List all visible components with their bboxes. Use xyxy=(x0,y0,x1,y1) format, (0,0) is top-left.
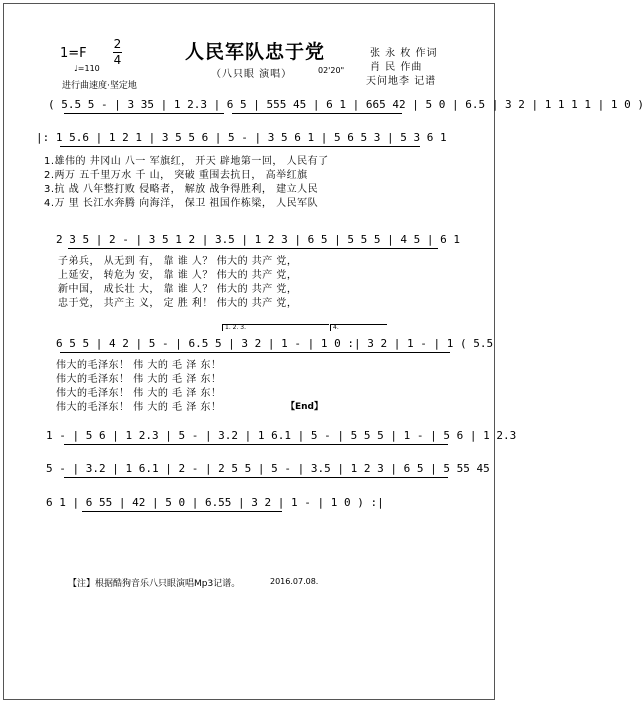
verse-2-lyrics: 2.两万 五千里万水 千 山， 突破 重围去抗日， 高举红旗 xyxy=(44,170,308,181)
verse-2-lyrics-3: 伟大的毛泽东！ 伟 大的 毛 泽 东！ xyxy=(56,374,222,385)
verse-1-lyrics-2: 子弟兵， 从无到 有， 靠 谁 人？ 伟大的 共产 党， xyxy=(58,256,298,267)
volta-first-ending: 1. 2. 3. xyxy=(222,324,329,331)
song-title: 人民军队忠于党 xyxy=(185,41,326,63)
verse-1-lyrics: 1.雄伟的 井冈山 八一 军旗红， 开天 辟地第一回， 人民有了 xyxy=(44,156,329,167)
verse-4-lyrics-3: 伟大的毛泽东！ 伟 大的 毛 泽 东！ xyxy=(56,402,222,413)
verse-3-lyrics-3: 伟大的毛泽东！ 伟 大的 毛 泽 东！ xyxy=(56,388,222,399)
verse-3-lyrics-2: 新中国， 成长壮 大， 靠 谁 人？ 伟大的 共产 党， xyxy=(58,284,298,295)
volta-second-ending: 4. xyxy=(330,324,387,331)
performer-subtitle: （八只眼 演唱） xyxy=(211,69,293,80)
verse-4-lyrics-2: 忠于党， 共产主 义， 定 胜 利！ 伟大的 共产 党， xyxy=(58,298,298,309)
meter-bottom: 4 xyxy=(113,53,122,67)
key-signature: 1=F xyxy=(60,46,87,61)
verse-2-lyrics-2: 上延安， 转危为 安， 靠 谁 人？ 伟大的 共产 党， xyxy=(58,270,298,281)
transcription-date: 2016.07.08. xyxy=(270,577,319,586)
verse-3-lyrics: 3.抗 战 八年整打败 侵略者， 解放 战争得胜利， 建立人民 xyxy=(44,184,319,195)
time-signature xyxy=(113,38,122,67)
transcriber-credit: 天问地李 记谱 xyxy=(366,76,437,87)
tempo-mark: ♩=110 xyxy=(74,64,100,73)
melody-line-5: 5 - | 3.2 | 1 6.1 | 2 - | 2 5 5 | 5 - | 3.5 | 1 2 3 | 6 5 | 5 55 45 xyxy=(46,462,490,475)
melody-line-2: 2 3 5 | 2 - | 3 5 1 2 | 3.5 | 1 2 3 | 6 5 | 5 5 5 | 4 5 | 6 1 xyxy=(56,233,460,246)
verse-1-lyrics-3: 伟大的毛泽东！ 伟 大的 毛 泽 东！ xyxy=(56,360,222,371)
transcription-note: 【注】根据酷狗音乐八只眼演唱Mp3记谱。 xyxy=(68,579,241,589)
verse-4-lyrics: 4.万 里 长江水奔腾 向海洋， 保卫 祖国作栋梁， 人民军队 xyxy=(44,198,319,209)
melody-line-3: 6 5 5 | 4 2 | 5 - | 6.5 5 | 3 2 | 1 - | 1 0 :| 3 2 | 1 - | 1 ( 5.5 xyxy=(56,337,494,350)
tempo-description: 进行曲速度·坚定地 xyxy=(62,81,137,91)
intro-notation: ( 5.5 5 - | 3 35 | 1 2.3 | 6 5 | 555 45 | 6 1 | 665 42 | 5 0 | 6.5 | 3 2 | 1 1 1 1 | 1 0 ) xyxy=(48,98,644,111)
composer-credit: 肖 民 作曲 xyxy=(370,62,423,73)
song-duration: 02'20" xyxy=(318,66,345,75)
melody-line-6: 6 1 | 6 55 | 42 | 5 0 | 6.55 | 3 2 | 1 - | 1 0 ) :| xyxy=(46,496,384,509)
end-mark: 【End】 xyxy=(286,402,323,412)
lyricist-credit: 张 永 枚 作词 xyxy=(370,48,438,59)
meter-top: 2 xyxy=(113,37,122,51)
melody-line-1: |: 1 5.6 | 1 2 1 | 3 5 5 6 | 5 - | 3 5 6 1 | 5 6 5 3 | 5 3 6 1 xyxy=(36,131,447,144)
melody-line-4: 1 - | 5 6 | 1 2.3 | 5 - | 3.2 | 1 6.1 | 5 - | 5 5 5 | 1 - | 5 6 | 1 2.3 xyxy=(46,429,517,442)
